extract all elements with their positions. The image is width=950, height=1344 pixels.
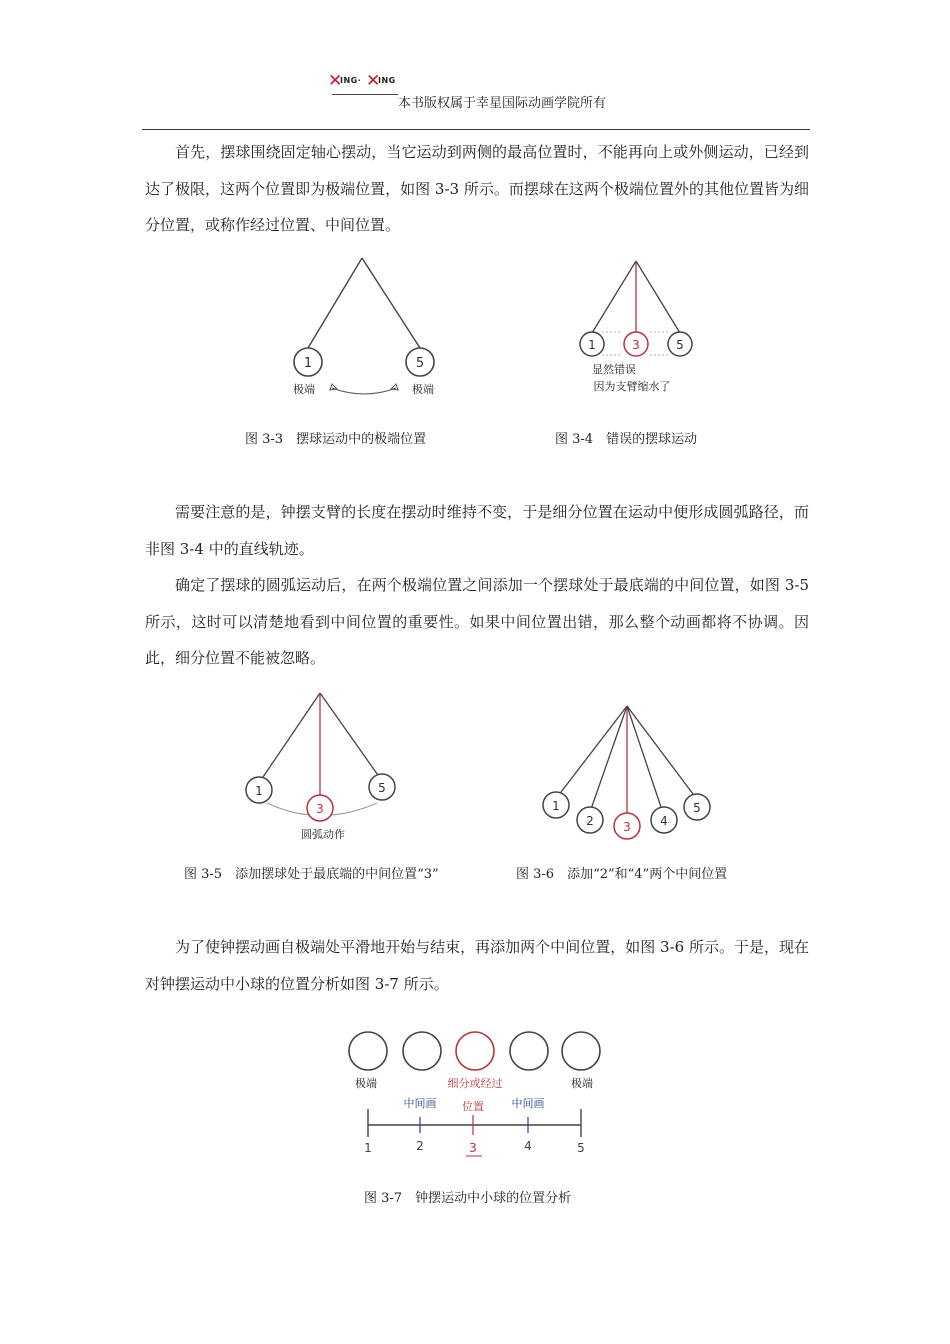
fig3-7-inbetween-left: 中间画 xyxy=(403,1097,437,1110)
caption-fig3-5: 图 3-5 添加摆球处于最底端的中间位置“3” xyxy=(184,867,439,882)
fig3-7-label-center: 细分或经过 xyxy=(447,1077,503,1090)
caption-fig3-7: 图 3-7 钟摆运动中小球的位置分析 xyxy=(364,1191,572,1206)
fig3-4-ball-5: 5 xyxy=(676,338,684,352)
paragraph-arc-path: 需要注意的是，钟摆支臂的长度在摆动时维持不变，于是细分位置在运动中便形成圆弧路径，而非图 3-4 中的直线轨迹。 xyxy=(145,503,809,558)
fig3-7-tick-4: 4 xyxy=(524,1139,532,1153)
copyright-notice: 本书版权属于幸星国际动画学院所有 xyxy=(398,96,607,111)
figure-3-3 xyxy=(270,250,460,410)
caption-fig3-6: 图 3-6 添加“2”和“4”两个中间位置 xyxy=(516,867,728,882)
figure-3-5 xyxy=(235,688,415,848)
page-header xyxy=(0,0,950,132)
caption-fig3-4: 图 3-4 错误的摆球运动 xyxy=(555,432,698,447)
fig3-7-tick-5: 5 xyxy=(577,1141,585,1155)
fig3-6-ball-5: 5 xyxy=(693,801,701,815)
figure-3-7 xyxy=(340,1025,610,1165)
fig3-7-inbetween-right: 中间画 xyxy=(511,1097,545,1110)
fig3-5-ball-1: 1 xyxy=(255,784,263,798)
fig3-3-ball-right: 5 xyxy=(415,356,425,371)
fig3-7-label-right: 极端 xyxy=(571,1077,593,1090)
fig3-4-note-line2: 因为支臂缩水了 xyxy=(593,380,671,393)
logo-text-2: ING xyxy=(378,76,396,85)
fig3-6-ball-4: 4 xyxy=(660,814,668,828)
fig3-4-note-line1: 显然错误 xyxy=(592,363,636,376)
fig3-4-ball-3: 3 xyxy=(632,338,640,352)
header-divider xyxy=(142,129,810,130)
fig3-3-ball-left: 1 xyxy=(303,356,313,371)
fig3-5-ball-3: 3 xyxy=(316,802,324,816)
fig3-7-tick-2: 2 xyxy=(416,1139,424,1153)
fig3-3-label-left: 极端 xyxy=(293,383,315,396)
logo-x-mark-icon: ✕ xyxy=(366,71,381,91)
fig3-7-tick-1: 1 xyxy=(364,1141,372,1155)
paragraph-extreme-positions: 首先，摆球围绕固定轴心摆动，当它运动到两侧的最高位置时，不能再向上或外侧运动，已经到达了极限，这两个位置即为极端位置，如图 3-3 所示。而摆球在这两个极端位置外的其他位置皆为细分位置，或称作经过位置、中间位置。 xyxy=(145,143,809,234)
fig3-7-tick-3: 3 xyxy=(469,1141,477,1155)
fig3-6-ball-3: 3 xyxy=(623,820,631,834)
paragraph-middle-position: 确定了摆球的圆弧运动后，在两个极端位置之间添加一个摆球处于最底端的中间位置，如图 3-5 所示，这时可以清楚地看到中间位置的重要性。如果中间位置出错，那么整个动画都将不协调。因此，细分位置不能被忽略。 xyxy=(145,576,809,667)
fig3-7-label-left: 极端 xyxy=(355,1077,377,1090)
logo-text-1: ING· xyxy=(340,76,362,85)
logo-underline xyxy=(332,94,398,95)
fig3-3-label-right: 极端 xyxy=(412,383,434,396)
fig3-4-ball-1: 1 xyxy=(588,338,596,352)
fig3-6-ball-1: 1 xyxy=(552,799,560,813)
xingxing-logo xyxy=(328,72,398,106)
paragraph-smooth-start: 为了使钟摆动画自极端处平滑地开始与结束，再添加两个中间位置，如图 3-6 所示。于是，现在对钟摆运动中小球的位置分析如图 3-7 所示。 xyxy=(145,938,809,993)
fig3-6-ball-2: 2 xyxy=(586,814,594,828)
fig3-5-arc-label: 圆弧动作 xyxy=(301,828,345,841)
fig3-7-center-sub: 位置 xyxy=(462,1100,484,1113)
fig3-5-ball-5: 5 xyxy=(378,781,386,795)
caption-fig3-3: 图 3-3 摆球运动中的极端位置 xyxy=(245,432,427,447)
logo-x-mark-icon: ✕ xyxy=(328,71,343,91)
figure-3-6 xyxy=(530,700,720,845)
figure-3-4 xyxy=(570,255,710,400)
